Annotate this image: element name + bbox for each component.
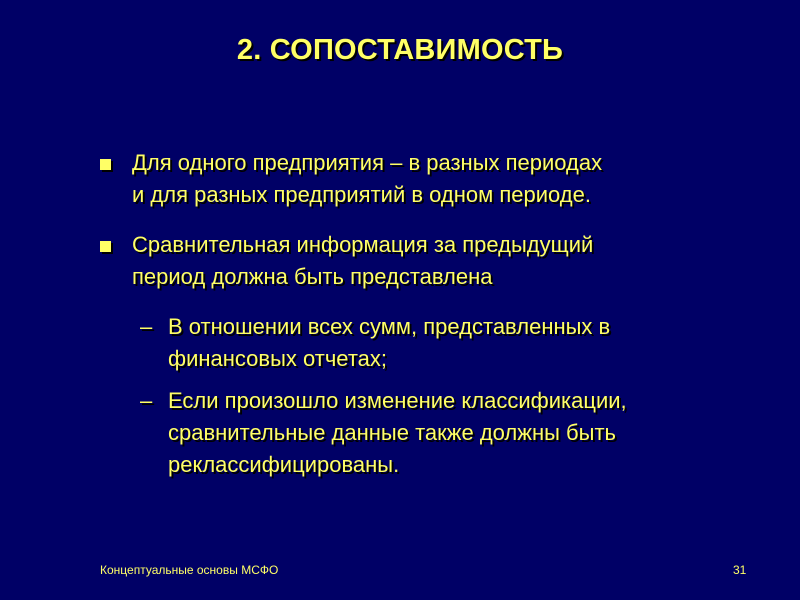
- sub-bullet-line: В отношении всех сумм, представленных в: [168, 314, 611, 339]
- sub-bullet-line: реклассифицированы.: [168, 452, 400, 477]
- footer-caption: Концептуальные основы МСФО: [100, 563, 279, 577]
- sub-bullet-line: Если произошло изменение классификации,: [168, 388, 627, 413]
- sub-bullet-item: [100, 311, 760, 375]
- slide-content: [100, 147, 760, 491]
- bullet-line: и для разных предприятий в одном периоде.: [132, 182, 591, 207]
- bullet-item: [100, 229, 760, 293]
- sub-bullet-line: финансовых отчетах;: [168, 346, 387, 371]
- bullet-line: Для одного предприятия – в разных периодах: [132, 150, 603, 175]
- dash-marker: –: [140, 314, 153, 339]
- square-bullet-icon: [100, 241, 111, 252]
- slide-title: 2. СОПОСТАВИМОСТЬ: [236, 34, 564, 66]
- square-bullet-icon: [100, 159, 111, 170]
- bullet-line: Сравнительная информация за предыдущий: [132, 232, 594, 257]
- page-number: 31: [733, 563, 747, 577]
- bullet-line: период должна быть представлена: [132, 264, 493, 289]
- sub-bullet-item: [100, 385, 760, 481]
- sub-bullet-line: сравнительные данные также должны быть: [168, 420, 616, 445]
- bullet-item: [100, 147, 760, 211]
- dash-marker: –: [140, 388, 153, 413]
